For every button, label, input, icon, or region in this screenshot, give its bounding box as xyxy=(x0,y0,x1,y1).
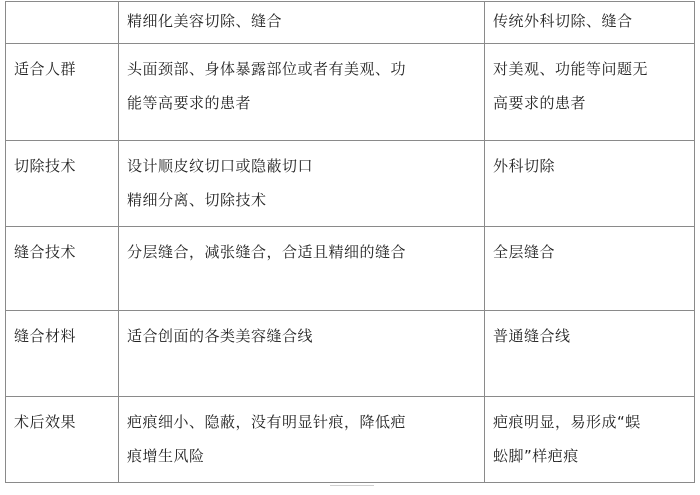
refined-text: 头面颈部、身体暴露部位或者有美观、功 xyxy=(127,60,407,78)
header-refined-label: 精细化美容切除、缝合 xyxy=(127,12,283,30)
table-header-row xyxy=(6,2,694,44)
refined-text: 设计顺皮纹切口或隐蔽切口 xyxy=(127,157,314,175)
table-row xyxy=(6,44,694,141)
refined-text: 分层缝合，减张缝合，合适且精细的缝合 xyxy=(127,243,407,261)
traditional-text: 普通缝合线 xyxy=(493,327,571,345)
table-row xyxy=(6,141,694,227)
traditional-cell xyxy=(485,311,694,396)
row-label-cell xyxy=(6,141,119,226)
traditional-cell xyxy=(485,227,694,310)
row-label: 术后效果 xyxy=(14,413,77,431)
traditional-text: 疤痕明显，易形成“蜈 xyxy=(493,413,641,431)
traditional-text: 外科切除 xyxy=(493,157,556,175)
refined-text: 痕增生风险 xyxy=(127,447,205,465)
comparison-table xyxy=(5,1,695,483)
refined-text: 精细分离、切除技术 xyxy=(127,191,267,209)
row-label-cell xyxy=(6,227,119,310)
traditional-text: 全层缝合 xyxy=(493,243,556,261)
refined-cell xyxy=(119,141,485,226)
row-label-cell xyxy=(6,397,119,482)
table-row xyxy=(6,311,694,397)
refined-cell xyxy=(119,44,485,140)
refined-text: 能等高要求的患者 xyxy=(127,94,252,112)
refined-text: 疤痕细小、隐蔽，没有明显针痕，降低疤 xyxy=(127,413,407,431)
traditional-cell xyxy=(485,397,694,482)
traditional-text: 蚣脚”样疤痕 xyxy=(493,447,579,465)
table-row xyxy=(6,227,694,311)
row-label: 缝合材料 xyxy=(14,327,77,345)
traditional-text: 高要求的患者 xyxy=(493,94,587,112)
header-cell-empty xyxy=(6,2,119,43)
header-cell-refined xyxy=(119,2,485,43)
traditional-text: 对美观、功能等问题无 xyxy=(493,60,649,78)
table-row xyxy=(6,397,694,482)
refined-text: 适合创面的各类美容缝合线 xyxy=(127,327,314,345)
refined-cell xyxy=(119,311,485,396)
header-cell-traditional xyxy=(485,2,694,43)
row-label: 切除技术 xyxy=(14,157,77,175)
row-label-cell xyxy=(6,311,119,396)
traditional-cell xyxy=(485,44,694,140)
row-label: 缝合技术 xyxy=(14,243,77,261)
header-traditional-label: 传统外科切除、缝合 xyxy=(493,12,633,30)
row-label-cell xyxy=(6,44,119,140)
refined-cell xyxy=(119,397,485,482)
row-label: 适合人群 xyxy=(14,60,77,78)
refined-cell xyxy=(119,227,485,310)
traditional-cell xyxy=(485,141,694,226)
page-edge-mark xyxy=(330,485,374,494)
